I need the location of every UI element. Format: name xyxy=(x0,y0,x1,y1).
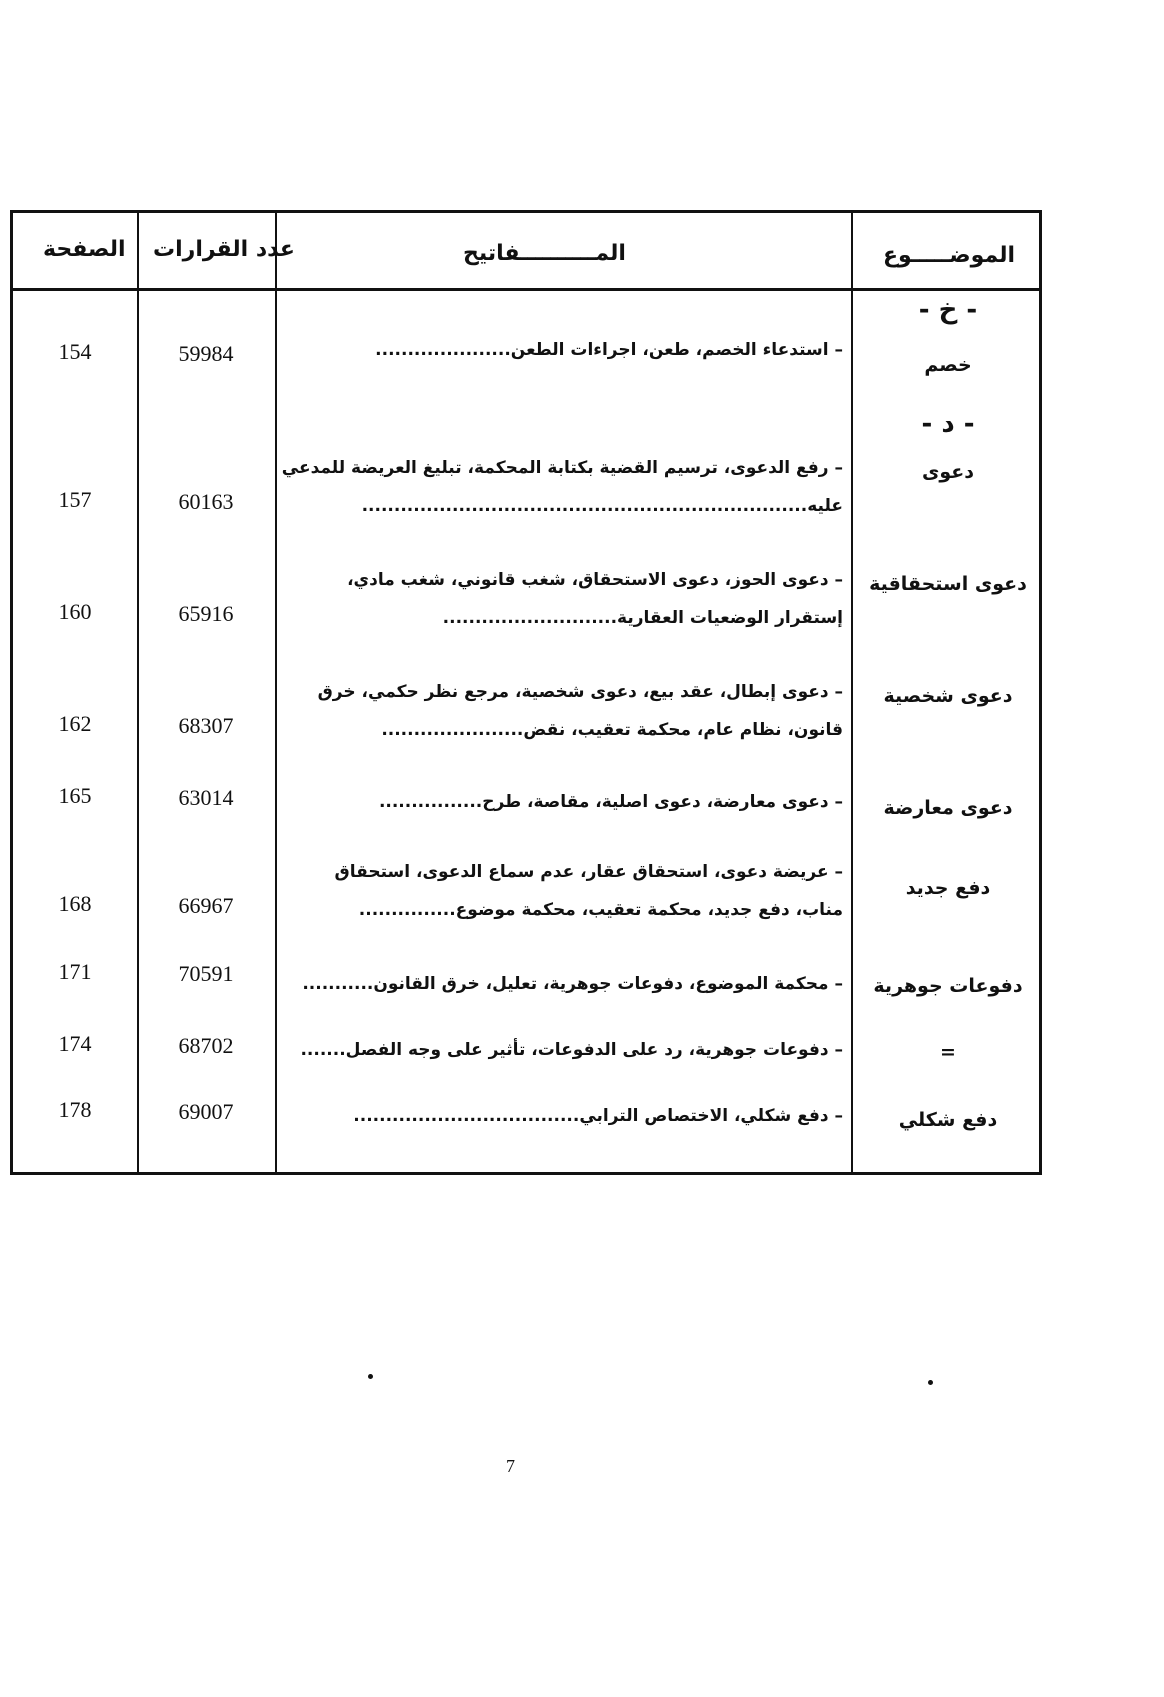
row-page: 154 xyxy=(58,339,92,364)
row-keywords: – رفع الدعوى، ترسيم القضية بكتابة المحكمة، تبليغ العريضة للمدعي عليه..................................................................... xyxy=(281,458,843,516)
column-divider xyxy=(275,213,277,1172)
header-topic: الموضـــــوع xyxy=(883,243,1016,268)
row-decision-number: 60163 xyxy=(178,489,234,514)
scan-speck xyxy=(928,1380,933,1385)
row-keywords: – دعوى معارضة، دعوى اصلية، مقاصة، طرح................ xyxy=(378,792,843,812)
row-page: 171 xyxy=(58,959,92,984)
row-decision-number: 69007 xyxy=(178,1099,234,1124)
section-letter-dal: - د - xyxy=(921,409,975,439)
row-page: 174 xyxy=(58,1031,92,1056)
scan-speck xyxy=(368,1374,373,1379)
row-decision-number: 63014 xyxy=(178,785,234,810)
row-topic: دعوى استحقاقية xyxy=(869,573,1027,595)
row-page: 162 xyxy=(58,711,92,736)
row-page: 157 xyxy=(58,487,92,512)
row-topic: خصم xyxy=(924,354,972,376)
page-number: 7 xyxy=(506,1456,515,1476)
row-decision-number: 70591 xyxy=(178,961,234,986)
row-keywords: – دعوى إبطال، عقد بيع، دعوى شخصية، مرجع نظر حكمي، خرق قانون، نظام عام، محكمة تعقيب، نقض...................... xyxy=(317,682,843,740)
row-keywords: – استدعاء الخصم، طعن، اجراءات الطعن..................... xyxy=(375,340,843,360)
row-topic: دعوى شخصية xyxy=(883,685,1013,707)
row-topic: دفوعات جوهرية xyxy=(873,975,1023,997)
row-decision-number: 68307 xyxy=(178,713,234,738)
row-decision-number: 66967 xyxy=(178,893,234,918)
row-decision-number: 59984 xyxy=(178,341,234,366)
row-page: 160 xyxy=(58,599,92,624)
row-keywords: – دفوعات جوهرية، رد على الدفوعات، تأثير على وجه الفصل....... xyxy=(300,1040,843,1060)
row-topic: = xyxy=(940,1041,956,1063)
row-page: 178 xyxy=(58,1097,92,1122)
row-keywords: – محكمة الموضوع، دفوعات جوهرية، تعليل، خرق القانون........... xyxy=(302,974,843,994)
row-topic: دعوى معارضة xyxy=(883,797,1013,819)
row-topic: دفع شكلي xyxy=(898,1109,998,1131)
row-keywords: – دفع شكلي، الاختصاص الترابي................................... xyxy=(353,1106,843,1126)
row-keywords: – دعوى الحوز، دعوى الاستحقاق، شغب قانوني، شغب مادي، إستقرار الوضعيات العقارية........................... xyxy=(347,570,843,628)
row-keywords: – عريضة دعوى، استحقاق عقار، عدم سماع الدعوى، استحقاق مناب، دفع جديد، محكمة تعقيب، محكمة موضوع............... xyxy=(334,862,843,920)
header-page: الصفحة xyxy=(43,237,126,262)
header-decision-count: عدد القرارات xyxy=(153,237,295,262)
row-topic: دعوى xyxy=(921,461,975,483)
row-topic: دفع جديد xyxy=(905,877,991,899)
index-table xyxy=(10,210,1042,1175)
row-decision-number: 65916 xyxy=(178,601,234,626)
header-keywords: المــــــــــفاتيح xyxy=(463,241,626,266)
row-decision-number: 68702 xyxy=(178,1033,234,1058)
row-page: 168 xyxy=(58,891,92,916)
section-letter-kha: - خ - xyxy=(918,295,978,325)
row-page: 165 xyxy=(58,783,92,808)
table-header xyxy=(13,213,1039,291)
